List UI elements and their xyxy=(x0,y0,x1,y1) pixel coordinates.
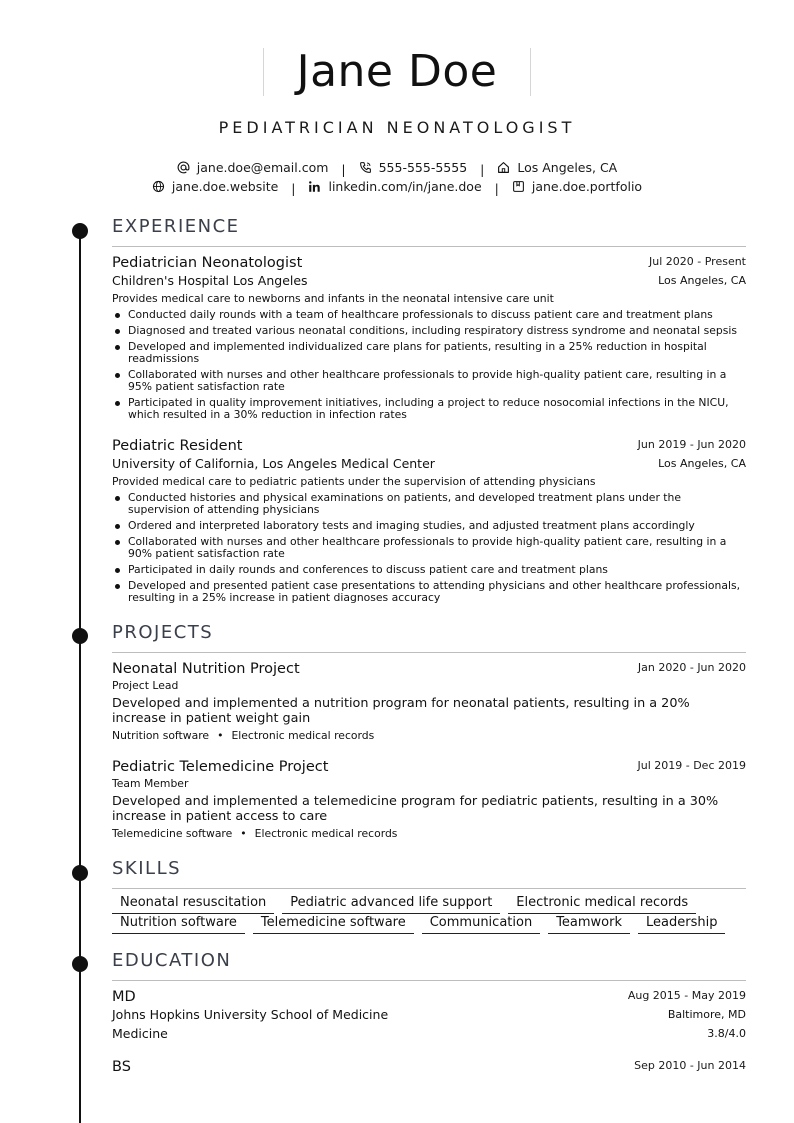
project-description: Developed and implemented a nutrition program for neonatal patients, resulting in a 20% increase in patient weight gain xyxy=(112,696,690,726)
phone-icon xyxy=(359,161,372,174)
contact-separator: | xyxy=(480,162,485,177)
experience-title: Pediatrician Neonatologist xyxy=(112,255,303,271)
education-field: Medicine xyxy=(112,1026,168,1041)
project-title: Pediatric Telemedicine Project xyxy=(112,759,329,775)
experience-bullets xyxy=(112,309,746,425)
list-item: Collaborated with nurses and other healthcare professionals to provide high-quality patient care, resulting in a 95% patient satisfaction rate xyxy=(112,369,746,393)
section-divider xyxy=(112,980,746,981)
project-entry-header xyxy=(112,658,746,677)
experience-org-row xyxy=(112,273,746,288)
skill-tag: Nutrition software xyxy=(112,915,245,934)
skill-tag: Neonatal resuscitation xyxy=(112,895,274,914)
list-item: Developed and presented patient case presentations to attending physicians and other healthcare professionals, resulting in a 25% increase in patient diagnoses accuracy xyxy=(112,580,746,604)
list-item: Participated in quality improvement initiatives, including a project to reduce nosocomial infections in the NICU, which resulted in a 30% reduction in infection rates xyxy=(112,397,746,421)
tag-separator: • xyxy=(240,827,247,840)
list-item: Conducted daily rounds with a team of healthcare professionals to discuss patient care and treatment plans xyxy=(112,309,746,321)
list-item: Collaborated with nurses and other healthcare professionals to provide high-quality patient care, resulting in a 90% patient satisfaction rate xyxy=(112,536,746,560)
contact-website-text: jane.doe.website xyxy=(171,179,279,194)
experience-org: University of California, Los Angeles Medical Center xyxy=(112,456,435,471)
experience-dates: Jun 2019 - Jun 2020 xyxy=(637,438,746,451)
list-item: Ordered and interpreted laboratory tests and imaging studies, and adjusted treatment plans accordingly xyxy=(112,520,746,532)
contact-location xyxy=(497,160,617,175)
globe-icon xyxy=(152,180,165,193)
section-title-skills: SKILLS xyxy=(112,858,182,879)
project-tag: Nutrition software xyxy=(112,729,210,742)
education-field-row xyxy=(112,1026,746,1041)
experience-location: Los Angeles, CA xyxy=(658,274,746,287)
project-tag: Electronic medical records xyxy=(231,729,375,742)
education-entry-header xyxy=(112,986,746,1005)
experience-title: Pediatric Resident xyxy=(112,438,243,454)
skill-tag: Electronic medical records xyxy=(508,895,696,914)
contact-location-text: Los Angeles, CA xyxy=(517,160,618,175)
contact-portfolio-text: jane.doe.portfolio xyxy=(531,179,643,194)
project-title: Neonatal Nutrition Project xyxy=(112,661,300,677)
portfolio-icon xyxy=(512,180,525,193)
experience-entry-header xyxy=(112,252,746,271)
contact-separator: | xyxy=(341,162,346,177)
contact-website[interactable] xyxy=(152,179,278,194)
project-description: Developed and implemented a telemedicine program for pediatric patients, resulting in a 30% increase in patient access to care xyxy=(112,794,719,824)
education-degree: BS xyxy=(112,1059,131,1075)
project-tag: Telemedicine software xyxy=(112,827,233,840)
section-title-education: EDUCATION xyxy=(112,950,232,971)
skill-tag: Communication xyxy=(422,915,540,934)
skill-tag: Teamwork xyxy=(548,915,630,934)
section-divider xyxy=(112,888,746,889)
contact-phone[interactable] xyxy=(359,160,468,175)
education-dates: Sep 2010 - Jun 2014 xyxy=(634,1059,746,1072)
education-degree: MD xyxy=(112,989,136,1005)
contact-linkedin-text: linkedin.com/in/jane.doe xyxy=(328,179,482,194)
timeline-dot xyxy=(72,628,88,644)
contact-linkedin[interactable] xyxy=(308,179,481,194)
contact-row-1 xyxy=(0,160,794,177)
project-entry-header xyxy=(112,756,746,775)
skills-row xyxy=(112,895,696,914)
experience-org-row xyxy=(112,456,746,471)
candidate-name: Jane Doe xyxy=(296,46,498,97)
project-role: Team Member xyxy=(112,777,189,790)
timeline-dot xyxy=(72,956,88,972)
skill-tag: Telemedicine software xyxy=(253,915,414,934)
contact-separator: | xyxy=(291,181,296,196)
project-tag: Electronic medical records xyxy=(254,827,398,840)
section-divider xyxy=(112,652,746,653)
experience-location: Los Angeles, CA xyxy=(658,457,746,470)
skill-tag: Leadership xyxy=(638,915,725,934)
contact-separator: | xyxy=(494,181,499,196)
job-title: PEDIATRICIAN NEONATOLOGIST xyxy=(218,118,576,137)
section-title-projects: PROJECTS xyxy=(112,622,214,643)
list-item: Participated in daily rounds and conferences to discuss patient care and treatment plans xyxy=(112,564,746,576)
experience-bullets xyxy=(112,492,746,608)
education-gpa: 3.8/4.0 xyxy=(707,1027,746,1040)
list-item: Developed and implemented individualized care plans for patients, resulting in a 25% reduction in hospital readmissions xyxy=(112,341,746,365)
timeline-dot xyxy=(72,865,88,881)
name-frame xyxy=(263,48,531,96)
list-item: Conducted histories and physical examinations on patients, and developed treatment plans under the supervision of attending physicians xyxy=(112,492,746,516)
tag-separator: • xyxy=(217,729,224,742)
project-tags xyxy=(112,827,397,840)
timeline-line xyxy=(79,228,81,1123)
education-entry-header xyxy=(112,1056,746,1075)
project-dates: Jul 2019 - Dec 2019 xyxy=(637,759,746,772)
list-item: Diagnosed and treated various neonatal conditions, including respiratory distress syndrome and neonatal sepsis xyxy=(112,325,746,337)
project-tags xyxy=(112,729,374,742)
contact-portfolio[interactable] xyxy=(512,179,642,194)
education-school: Johns Hopkins University School of Medicine xyxy=(112,1007,389,1022)
skill-tag: Pediatric advanced life support xyxy=(282,895,500,914)
timeline-dot xyxy=(72,223,88,239)
contact-email-text: jane.doe@email.com xyxy=(196,160,329,175)
linkedin-icon xyxy=(308,180,321,193)
skills-row xyxy=(112,915,725,934)
section-divider xyxy=(112,246,746,247)
experience-summary: Provided medical care to pediatric patients under the supervision of attending physicians xyxy=(112,475,596,488)
experience-dates: Jul 2020 - Present xyxy=(649,255,746,268)
experience-org: Children's Hospital Los Angeles xyxy=(112,273,308,288)
education-school-row xyxy=(112,1007,746,1022)
experience-entry-header xyxy=(112,435,746,454)
education-location: Baltimore, MD xyxy=(667,1008,746,1021)
education-dates: Aug 2015 - May 2019 xyxy=(627,989,746,1002)
project-role: Project Lead xyxy=(112,679,179,692)
section-title-experience: EXPERIENCE xyxy=(112,216,240,237)
experience-summary: Provides medical care to newborns and infants in the neonatal intensive care unit xyxy=(112,292,554,305)
contact-row-2 xyxy=(0,179,794,196)
contact-email[interactable] xyxy=(177,160,329,175)
home-icon xyxy=(497,161,510,174)
at-icon xyxy=(177,161,190,174)
project-dates: Jan 2020 - Jun 2020 xyxy=(637,661,746,674)
contact-phone-text: 555-555-5555 xyxy=(378,160,468,175)
